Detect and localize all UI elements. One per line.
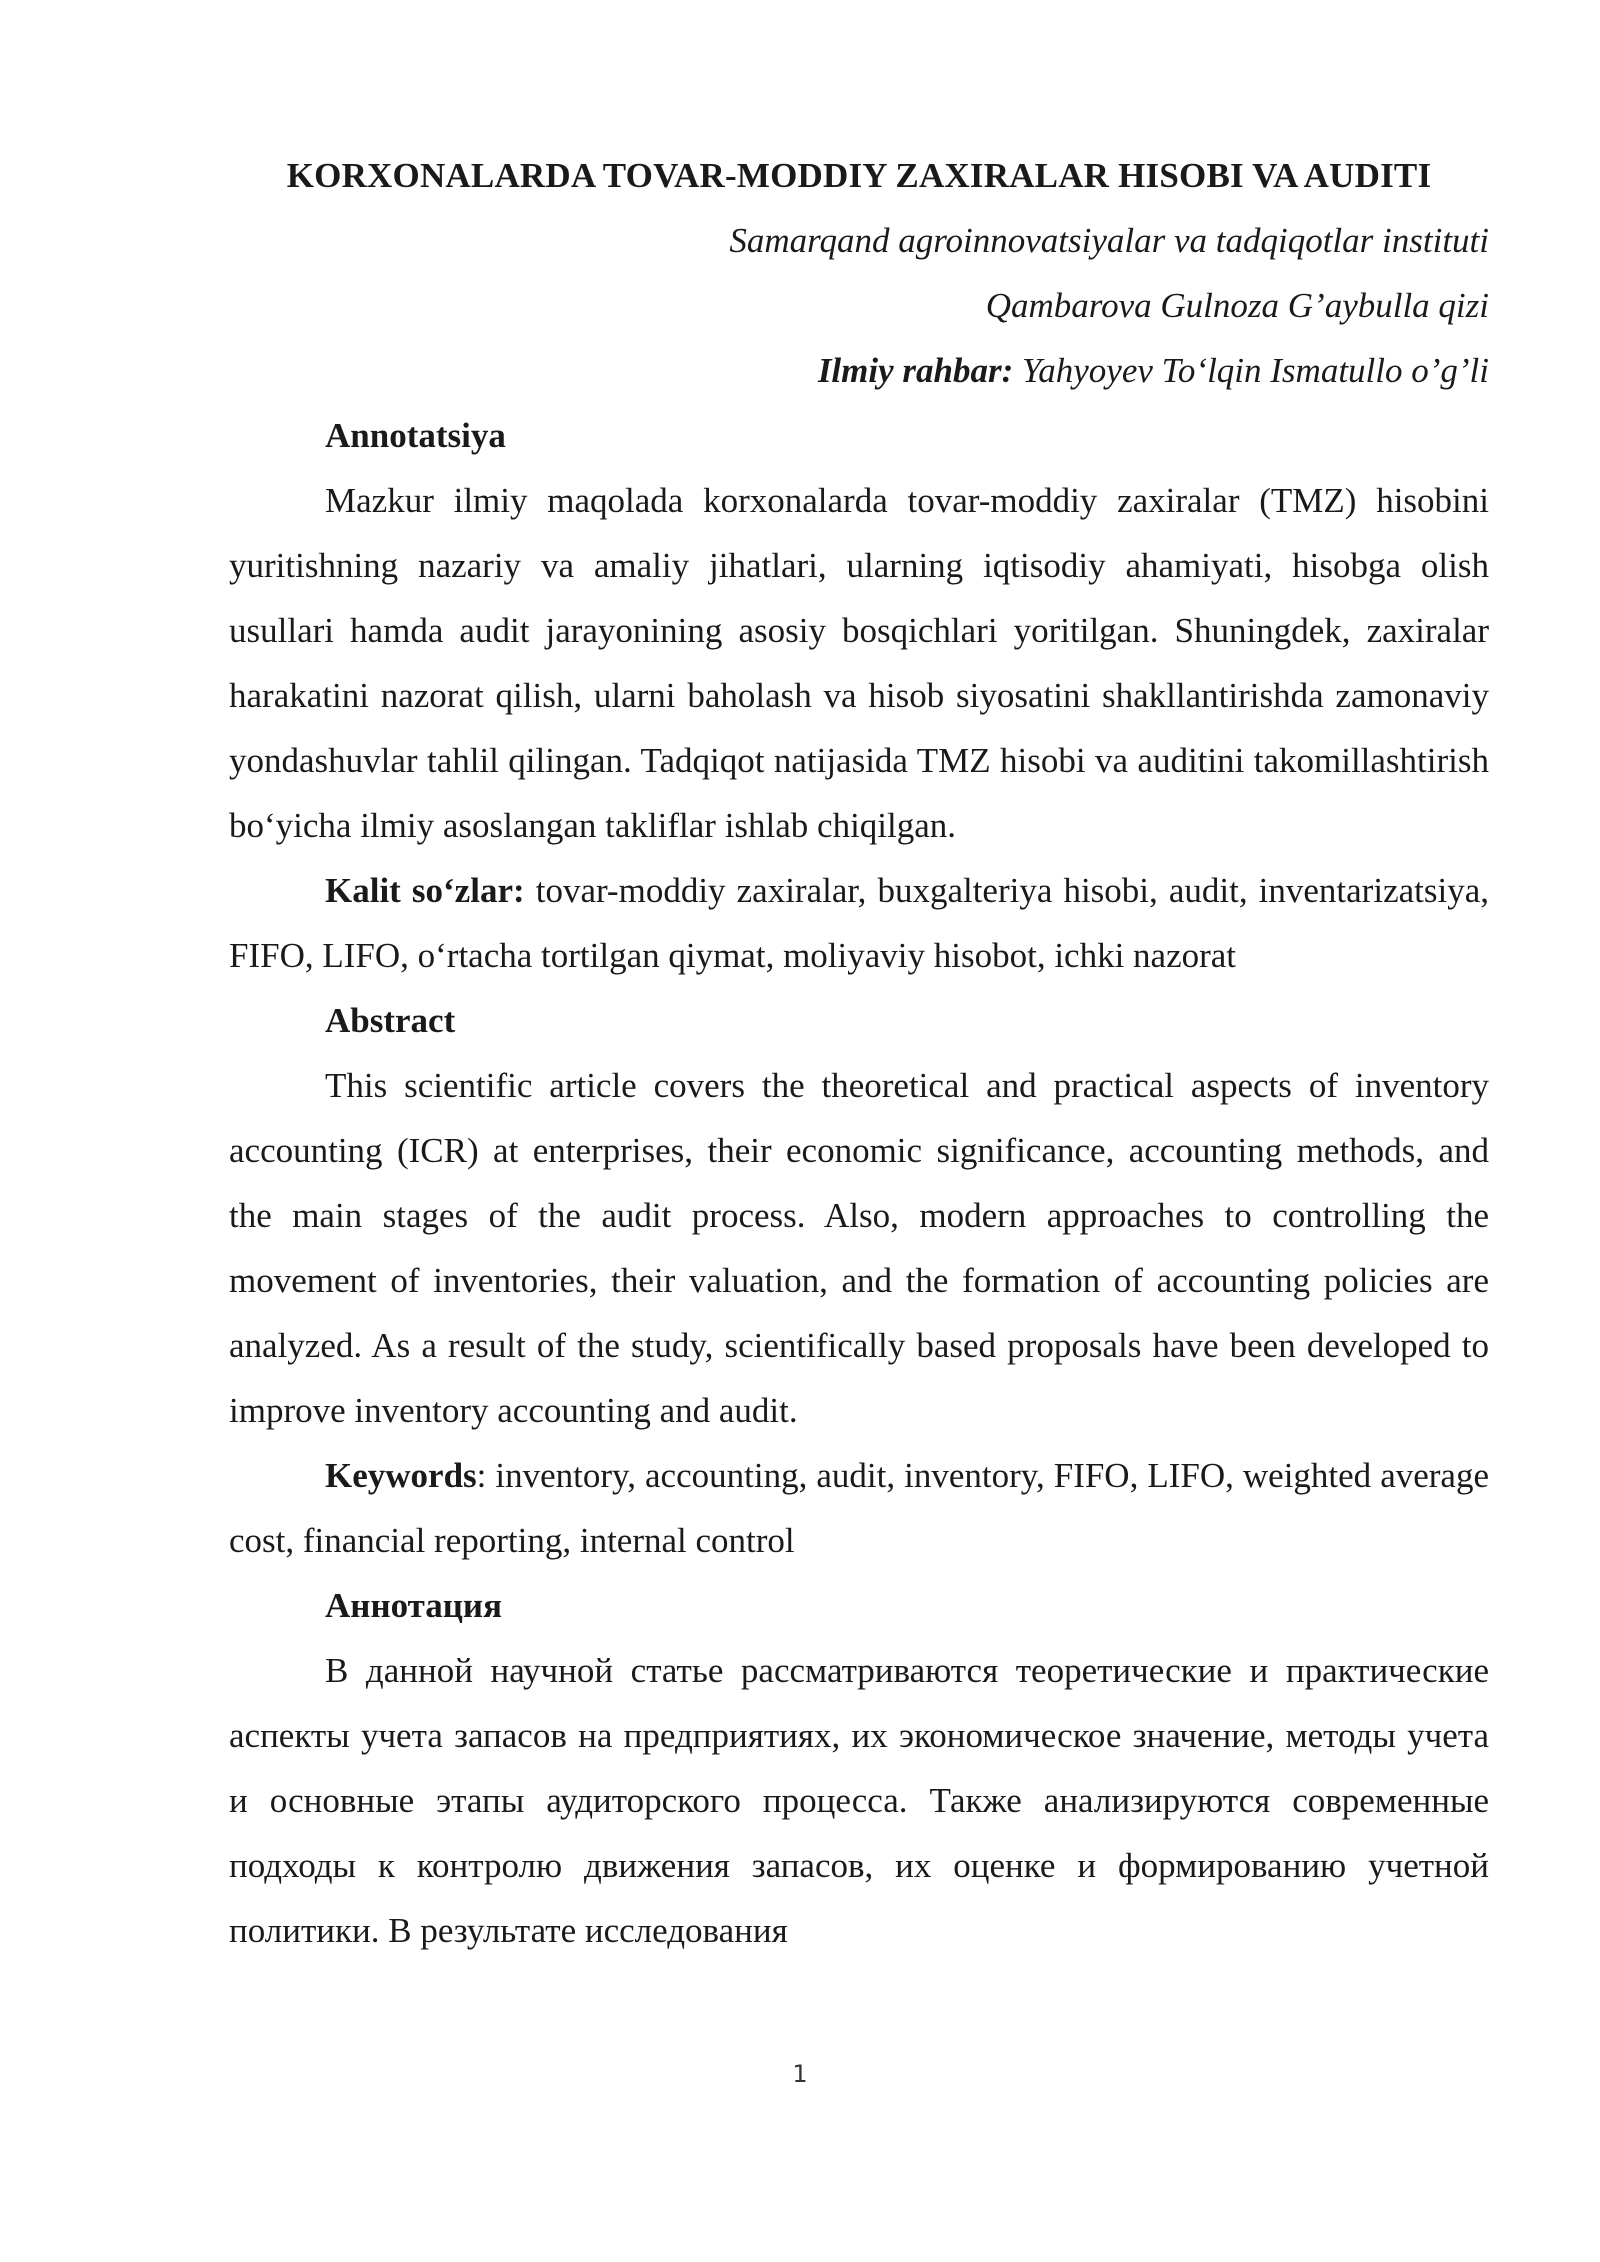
- annotation-uz-heading: Annotatsiya: [325, 416, 506, 455]
- keywords-uz: [229, 858, 1489, 988]
- page-number: 1: [792, 2060, 808, 2088]
- annotation-ru-heading: Аннотация: [325, 1586, 503, 1625]
- keywords-en: [229, 1443, 1489, 1573]
- annotation-uz-text: Mazkur ilmiy maqolada korxonalarda tovar-moddiy zaxiralar (TMZ) hisobini yuritishning nazariy va amaliy jihatlari, ularning iqtisodiy ahamiyati, hisobga olish usullari hamda audit jarayonining asosiy bosqichlari yoritilgan. Shuningdek, zaxiralar harakatini nazorat qilish, ularni baholash va hisob siyosatini shakllantirishda zamonaviy yondashuvlar tahlil qilingan. Tadqiqot natijasida TMZ hisobi va auditini takomillashtirish bo‘yicha ilmiy asoslangan takliflar ishlab chiqilgan.: [229, 481, 1489, 845]
- keywords-en-label: Keywords: [325, 1456, 477, 1495]
- supervisor-label: Ilmiy rahbar:: [817, 351, 1014, 390]
- author-name: Qambarova Gulnoza G’aybulla qizi: [985, 286, 1489, 325]
- abstract-en-text: This scientific article covers the theoretical and practical aspects of inventory accounting (ICR) at enterprises, their economic significance, accounting methods, and the main stages of the audit process. Also, modern approaches to controlling the movement of inventories, their valuation, and the formation of accounting policies are analyzed. As a result of the study, scientifically based proposals have been developed to improve inventory accounting and audit.: [229, 1066, 1489, 1430]
- annotation-ru-text: В данной научной статье рассматриваются теоретические и практические аспекты учета запасов на предприятиях, их экономическое значение, методы учета и основные этапы аудиторского процесса. Также анализируются современные подходы к контролю движения запасов, их оценке и формированию учетной политики. В результате исследования: [229, 1651, 1489, 1950]
- page-content: [229, 146, 1489, 1963]
- abstract-en-heading: Abstract: [325, 1001, 456, 1040]
- paper-title: KORXONALARDA TOVAR-MODDIY ZAXIRALAR HISOBI VA AUDITI: [286, 156, 1432, 195]
- keywords-uz-label: Kalit so‘zlar:: [325, 871, 525, 910]
- keywords-en-text: : inventory, accounting, audit, inventory, FIFO, LIFO, weighted average cost, financial reporting, internal control: [229, 1456, 1489, 1560]
- supervisor-name: Yahyoyev To‘lqin Ismatullo o’g’li: [1022, 351, 1489, 390]
- supervisor-line: [229, 338, 1489, 403]
- institution: Samarqand agroinnovatsiyalar va tadqiqotlar instituti: [729, 221, 1489, 260]
- keywords-uz-text: tovar-moddiy zaxiralar, buxgalteriya hisobi, audit, inventarizatsiya, FIFO, LIFO, o‘rtacha tortilgan qiymat, moliyaviy hisobot, ichki nazorat: [229, 871, 1489, 975]
